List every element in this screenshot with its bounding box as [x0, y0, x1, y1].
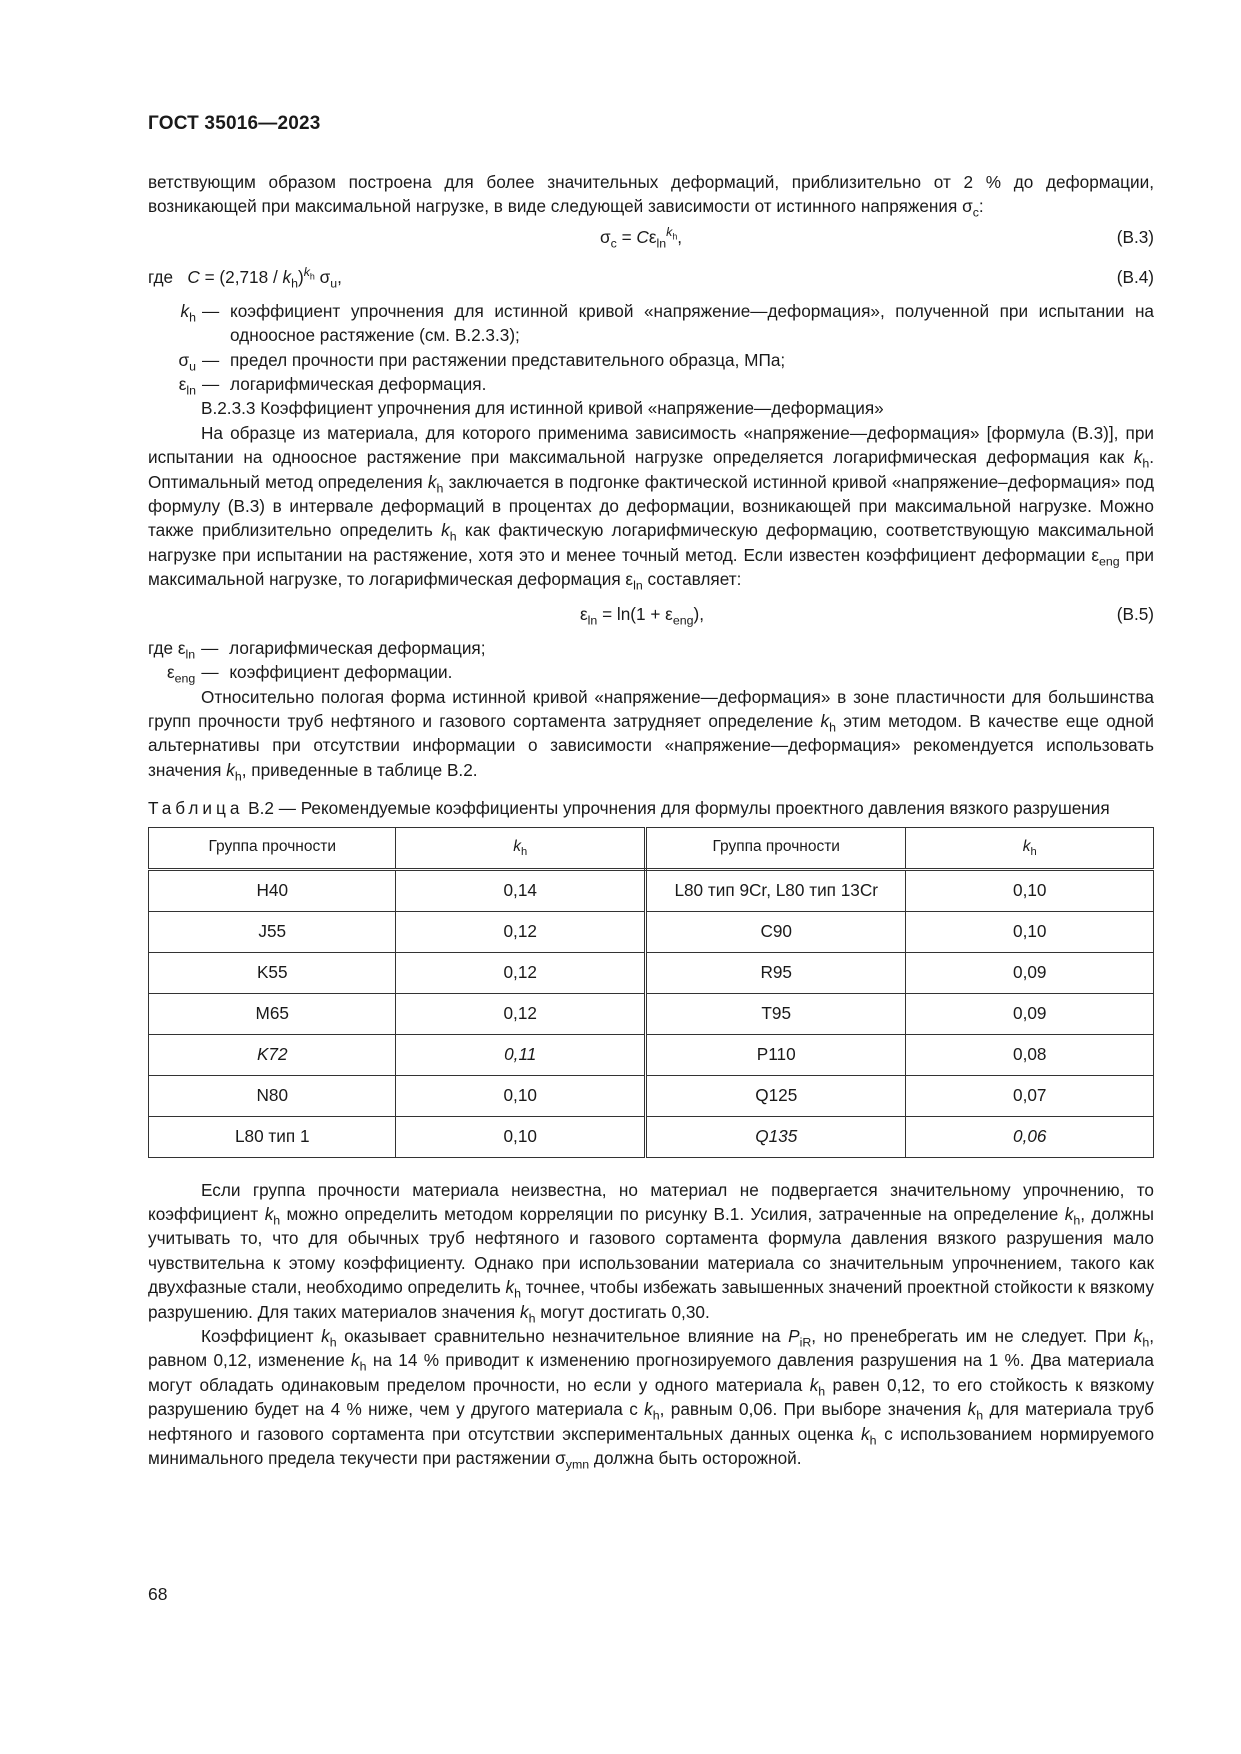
col-header-group-1: Группа прочности [149, 827, 396, 869]
definition-eps-ln: $\varepsilon_{ln}$ — логарифмическая деформация. [178, 374, 487, 398]
col-header-kh-2: $k_h$ [906, 827, 1154, 869]
definition-b5-eps-ln: где $\varepsilon_{ln}$ — логарифмическая деформация; [148, 637, 486, 662]
paragraph-flat-curve: Относительно пологая форма истинной кривой «напряжение—деформация» в зоне пластичности для большинства групп прочности труб нефтяного и газового сортамента затрудняет определение $k_h$ этим методом. В качестве еще одной альтернативы при отсутствии информации о зависимости «напряжение—деформация» рекомендуется использовать значения $k_h$, приведенные в таблице B.2. [148, 686, 1155, 784]
section-heading-b233: B.2.3.3 Коэффициент упрочнения для истинной кривой «напряжение—деформация» [201, 398, 884, 419]
formula-b4 [148, 259, 1154, 299]
document-body [148, 170, 1154, 1470]
paragraph-coefficient: Коэффициент $k_h$ оказывает сравнительно незначительное влияние на $P_{iR}$, но пренебрегать им не следует. При $k_h$, равном 0,12, изменение $k_h$ на 14 % приводит к изменению прогнозируемого давления разрушения на 1 %. Два материала могут обладать одинаковым пределом прочности, но если у одного материала $k_h$ равен 0,12, то его стойкость к вязкому разрушению будет на 4 % ниже, чем у другого материала с $k_h$, равным 0,06. При выборе значения $k_h$ для материала труб нефтяного и газового сортамента при отсутствии экспериментальных данных оценка $k_h$ с использованием нормируемого минимального предела текучести при растяжении $\sigma_{ymn}$ должна быть осторожной. [148, 1325, 1154, 1472]
page-number: 68 [148, 1584, 168, 1604]
formula-b3 [148, 219, 1154, 259]
intro-paragraph: ветствующим образом построена для более значительных деформаций, приблизительно от 2 % до деформации, возникающей при максимальной нагрузке, в виде следующей зависимости от истинного напряжения $\sigma_c$: [148, 172, 1154, 220]
definition-list-b5 [148, 636, 1154, 685]
paragraph-b233: На образце из материала, для которого применима зависимость «напряжение—деформация» [формула (B.3)], при испытании на одноосное растяжение при максимальной нагрузке определяется логарифмическая деформация как $k_h$. Оптимальный метод определения $k_h$ заключается в подгонке фактической истинной кривой «напряжение–деформация» под формулу (B.3) в интервале деформаций в процентах до деформации, возникающей при максимальной нагрузке. Можно также приблизительно определить $k_h$ как фактическую логарифмическую деформацию, соответствующую максимальной нагрузке при испытании на растяжение, хотя это и менее точный метод. Если известен коэффициент деформации $\varepsilon_{eng}$ при максимальной нагрузке, то логарифмическая деформация $\varepsilon_{ln}$ составляет: [148, 422, 1154, 593]
table-header-row [149, 827, 1154, 869]
table-caption: Таблица B.2 — Рекомендуемые коэффициенты упрочнения для формулы проектного давления вязкого разрушения [148, 798, 1110, 819]
table-row: L80 тип 1 0,10 Q135 0,06 [149, 1116, 1154, 1157]
definition-list [148, 299, 1154, 397]
table-row: K72 0,11 P110 0,08 [149, 1034, 1154, 1075]
table-row: J55 0,12 C90 0,10 [149, 911, 1154, 952]
table-row: K55 0,12 R95 0,09 [149, 952, 1154, 993]
table-row: N80 0,10 Q125 0,07 [149, 1075, 1154, 1116]
formula-b3-number: (B.3) [1116, 226, 1154, 247]
formula-b4-expression: где $C = (2,718 / k_h)^{k_h}$ $\sigma_u$, [148, 265, 342, 291]
definition-kh: $k_h$ — коэффициент упрочнения для истинной кривой «напряжение—деформация», полученной при испытании на одноосное растяжение (см. B.2.3.3); [180, 300, 1154, 346]
col-header-group-2: Группа прочности [645, 827, 906, 869]
paragraph-unknown-group: Если группа прочности материала неизвестна, но материал не подвергается значительному упрочнению, то коэффициент $k_h$ можно определить методом корреляции по рисунку B.1. Усилия, затраченные на определение $k_h$, должны учитывать то, что для обычных труб нефтяного и газового сортамента формула давления вязкого разрушения мало чувствительна к этому коэффициенту. Однако при использовании материала со значительным упрочнением, такого как двухфазные стали, необходимо определить $k_h$ точнее, чтобы избежать завышенных значений проектной стойкости к вязкому разрушению. Для таких материалов значения $k_h$ могут достигать 0,30. [148, 1179, 1154, 1325]
definition-sigma-u: $\sigma_u$ — предел прочности при растяжении представительного образца, МПа; [178, 349, 786, 374]
formula-b5-number: (B.5) [1116, 603, 1154, 624]
hardening-coefficient-table [148, 827, 1154, 1158]
definition-b5-eps-eng: $\varepsilon_{eng}$ — коэффициент деформации. [167, 662, 453, 686]
col-header-kh-1: $k_h$ [396, 827, 645, 869]
table-row: H40 0,14 L80 тип 9Cr, L80 тип 13Cr 0,10 [149, 869, 1154, 911]
formula-b5 [148, 592, 1154, 636]
formula-b5-expression: $\varepsilon_{ln} = \ln(1 + \varepsilon_{eng})$, [580, 603, 704, 628]
formula-b3-expression: $\sigma_c = C\varepsilon_{ln}^{k_h}$, [600, 225, 683, 251]
table-row: M65 0,12 T95 0,09 [149, 993, 1154, 1034]
formula-b4-number: (B.4) [1116, 266, 1154, 287]
document-header: ГОСТ 35016—2023 [148, 113, 321, 134]
